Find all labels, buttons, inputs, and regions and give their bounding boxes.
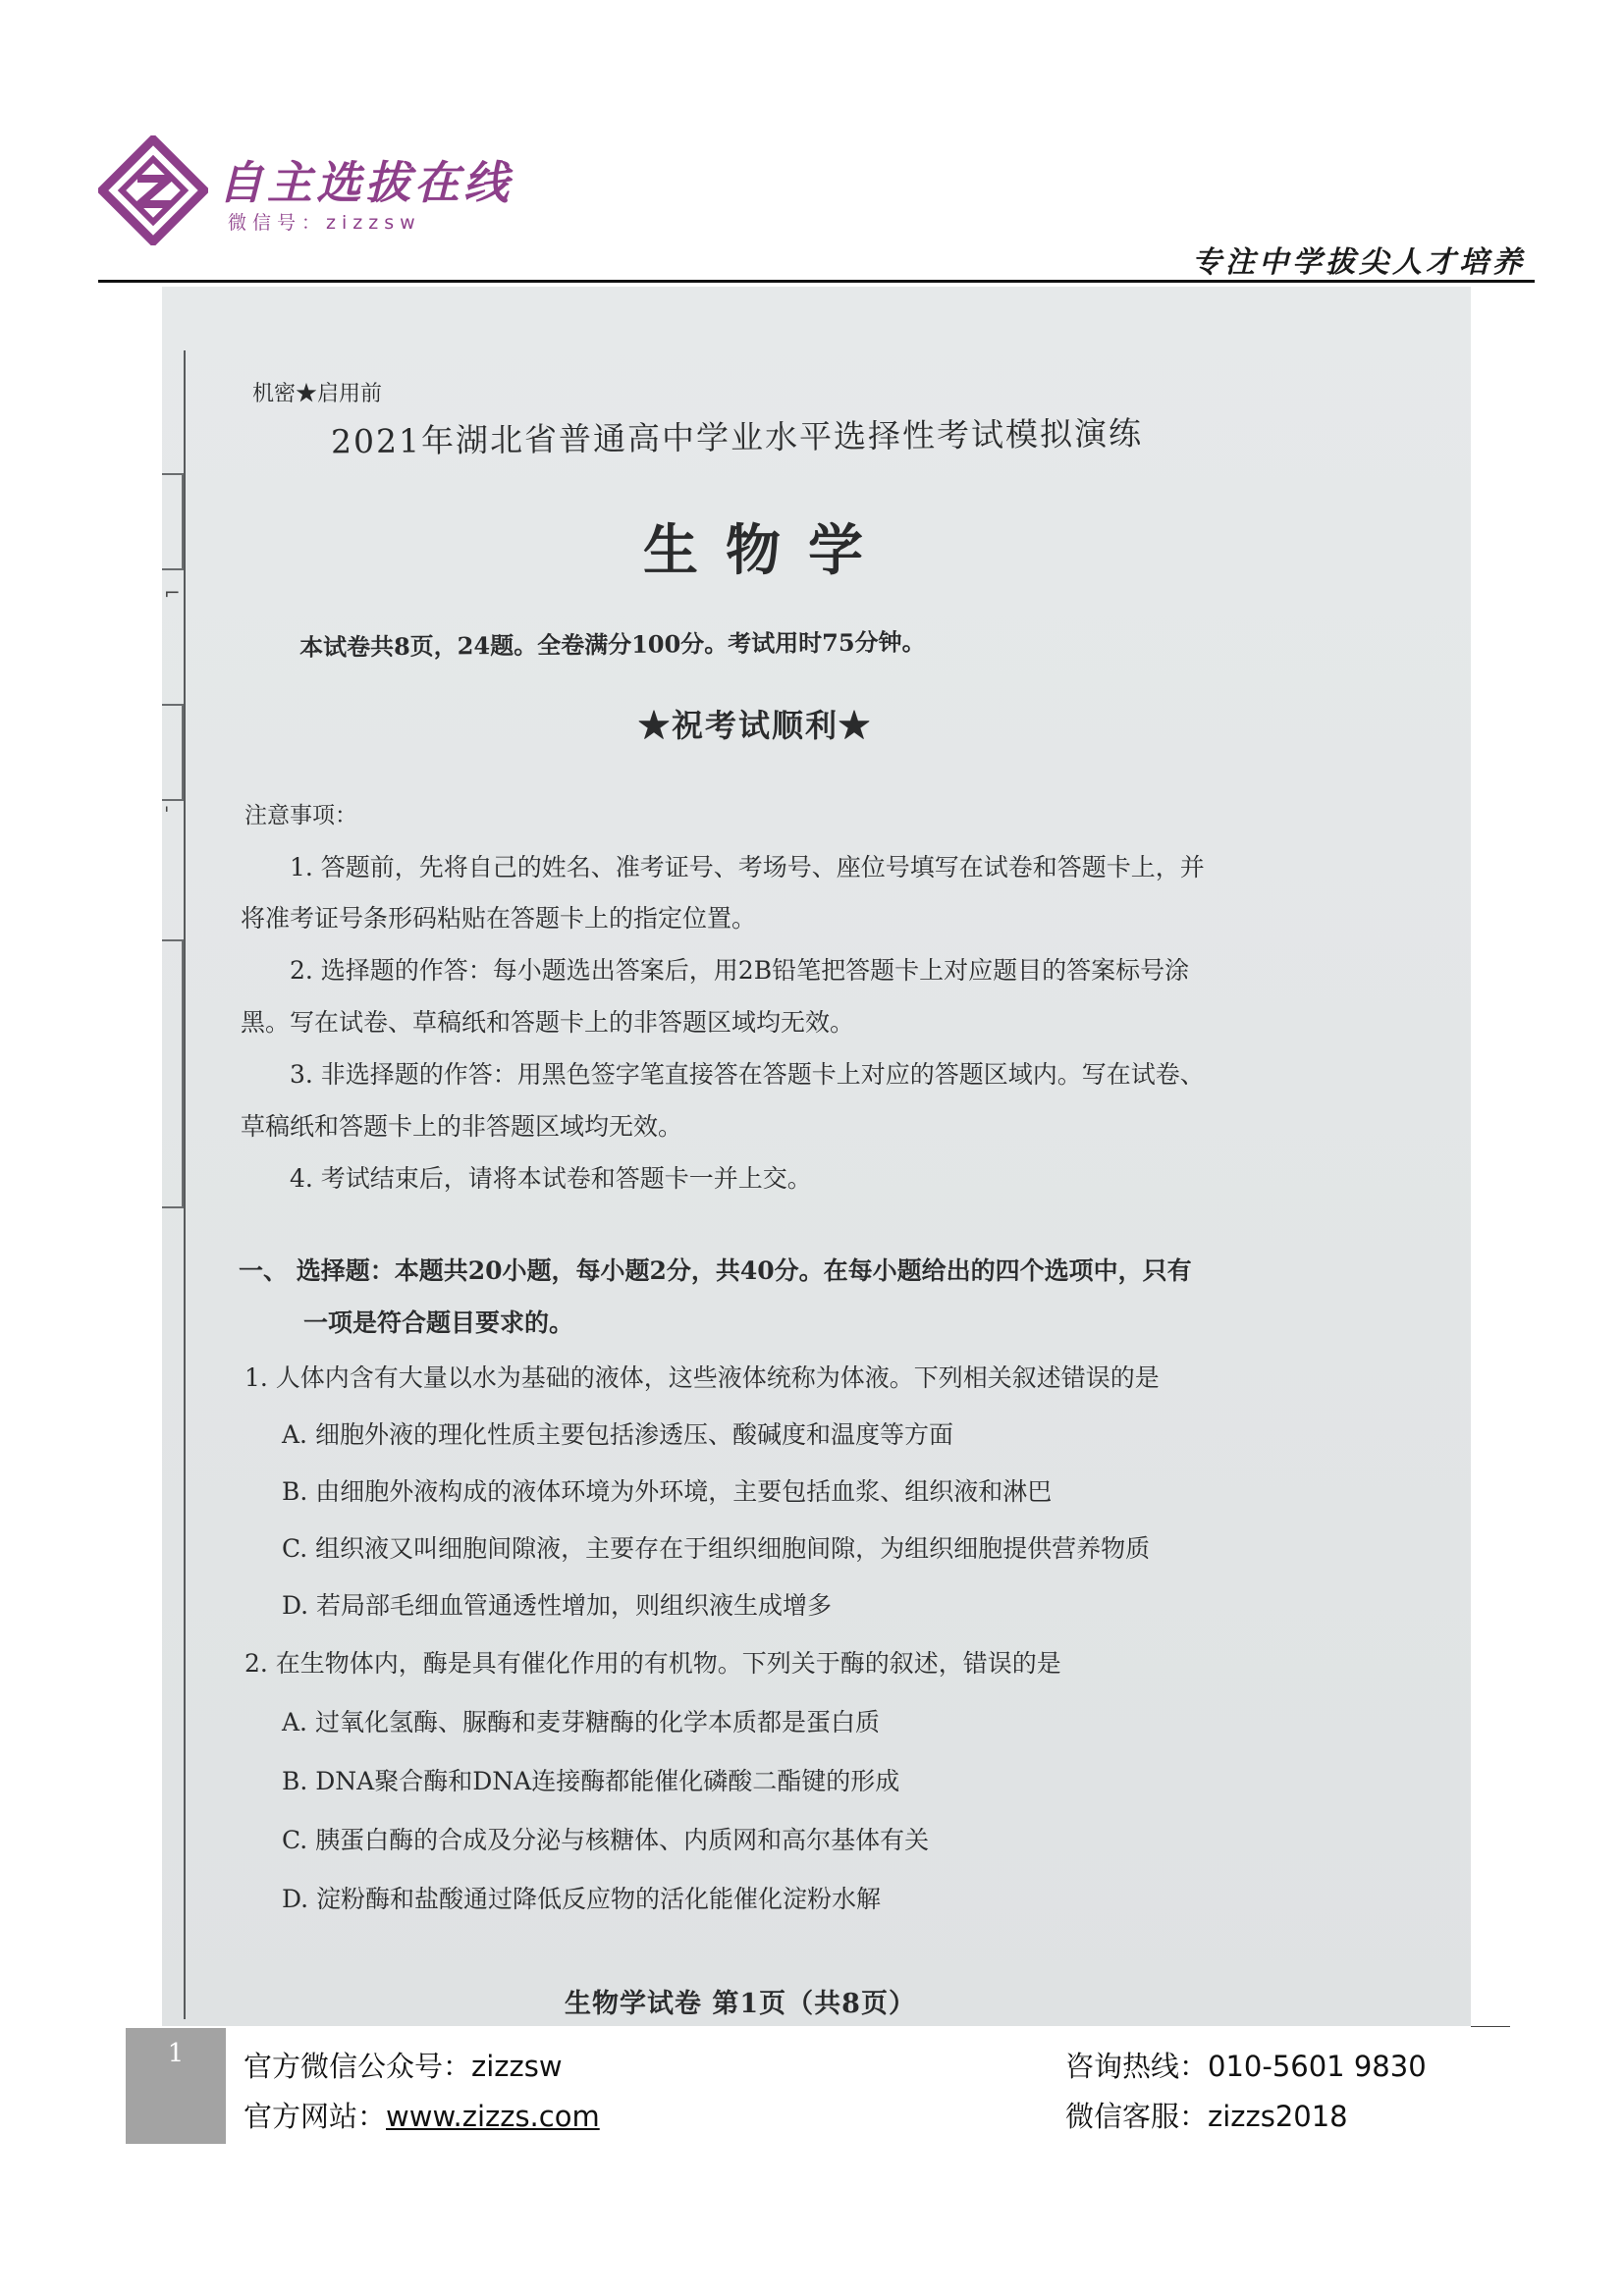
note-item: 2. 选择题的作答：每小题选出答案后，用2B铅笔把答题卡上对应题目的答案标号涂	[290, 956, 1190, 985]
binding-box	[162, 939, 184, 1208]
exam-page-photo	[162, 287, 1471, 2026]
brand-logo-icon	[98, 135, 208, 245]
header-divider	[98, 280, 1535, 283]
binding-box	[162, 473, 184, 570]
footer-website	[244, 2095, 600, 2135]
note-item: 1. 答题前，先将自己的姓名、准考证号、考场号、座位号填写在试卷和答题卡上，并	[290, 853, 1205, 881]
binding-box	[162, 704, 184, 801]
header-slogan: 专注中学拔尖人才培养	[1192, 245, 1526, 280]
question-stem: 1. 人体内含有大量以水为基础的液体，这些液体统称为体液。下列相关叙述错误的是	[244, 1363, 1160, 1392]
brand-wechat-id: 微信号：zizzsw	[228, 212, 421, 234]
note-item: 4. 考试结束后，请将本试卷和答题卡一并上交。	[290, 1164, 812, 1193]
footer-service: 微信客服：zizzs2018	[1065, 2100, 1348, 2133]
question-stem: 2. 在生物体内，酶是具有催化作用的有机物。下列关于酶的叙述，错误的是	[244, 1649, 1061, 1678]
brand-name: 自主选拔在线	[218, 156, 513, 209]
footer-hotline: 咨询热线：010-5601 9830	[1065, 2050, 1427, 2083]
exam-wish: ★祝考试顺利★	[638, 707, 873, 744]
notes-title: 注意事项：	[244, 803, 357, 828]
question-option: B. DNA聚合酶和DNA连接酶都能催化磷酸二酯键的形成	[282, 1767, 900, 1795]
footer-website-label: 官方网站：	[244, 2100, 387, 2133]
section-title-continued: 一项是符合题目要求的。	[303, 1308, 574, 1337]
binding-mark: ⌐	[164, 581, 181, 605]
question-option: C. 组织液又叫细胞间隙液，主要存在于组织细胞间隙，为组织细胞提供营养物质	[282, 1534, 1151, 1563]
note-item-continued: 黑。写在试卷、草稿纸和答题卡上的非答题区域均无效。	[241, 1008, 855, 1037]
binding-mark: '	[164, 802, 170, 826]
confidential-label: 机密★启用前	[252, 382, 383, 406]
question-option: A. 过氧化氢酶、脲酶和麦芽糖酶的化学本质都是蛋白质	[282, 1708, 880, 1736]
footer-divider	[1471, 2026, 1510, 2027]
section-title: 一、 选择题：本题共20小题，每小题2分，共40分。在每小题给出的四个选项中，只有	[239, 1256, 1192, 1285]
note-item-continued: 将准考证号条形码粘贴在答题卡上的指定位置。	[241, 904, 757, 933]
question-option: C. 胰蛋白酶的合成及分泌与核糖体、内质网和高尔基体有关	[282, 1826, 930, 1854]
question-option: A. 细胞外液的理化性质主要包括渗透压、酸碱度和温度等方面	[282, 1420, 953, 1449]
binding-line	[184, 350, 186, 2019]
footer-wechat-public: 官方微信公众号：zizzsw	[244, 2050, 563, 2083]
page-number: 1	[126, 2028, 226, 2144]
note-item-continued: 草稿纸和答题卡上的非答题区域均无效。	[241, 1112, 683, 1141]
exam-info: 本试卷共8页，24题。全卷满分100分。考试用时75分钟。	[298, 627, 926, 662]
exam-page-footer: 生物学试卷 第1页（共8页）	[565, 1989, 916, 2019]
footer-website-link[interactable]: www.zizzs.com	[386, 2100, 600, 2133]
question-option: B. 由细胞外液构成的液体环境为外环境，主要包括血浆、组织液和淋巴	[282, 1477, 1053, 1506]
question-option: D. 若局部毛细血管通透性增加，则组织液生成增多	[282, 1591, 833, 1620]
question-option: D. 淀粉酶和盐酸通过降低反应物的活化能催化淀粉水解	[282, 1885, 882, 1913]
exam-title: 2021年湖北省普通高中学业水平选择性考试模拟演练	[330, 413, 1144, 461]
exam-subject: 生物学	[643, 518, 891, 583]
note-item: 3. 非选择题的作答：用黑色签字笔直接答在答题卡上对应的答题区域内。写在试卷、	[290, 1060, 1205, 1089]
